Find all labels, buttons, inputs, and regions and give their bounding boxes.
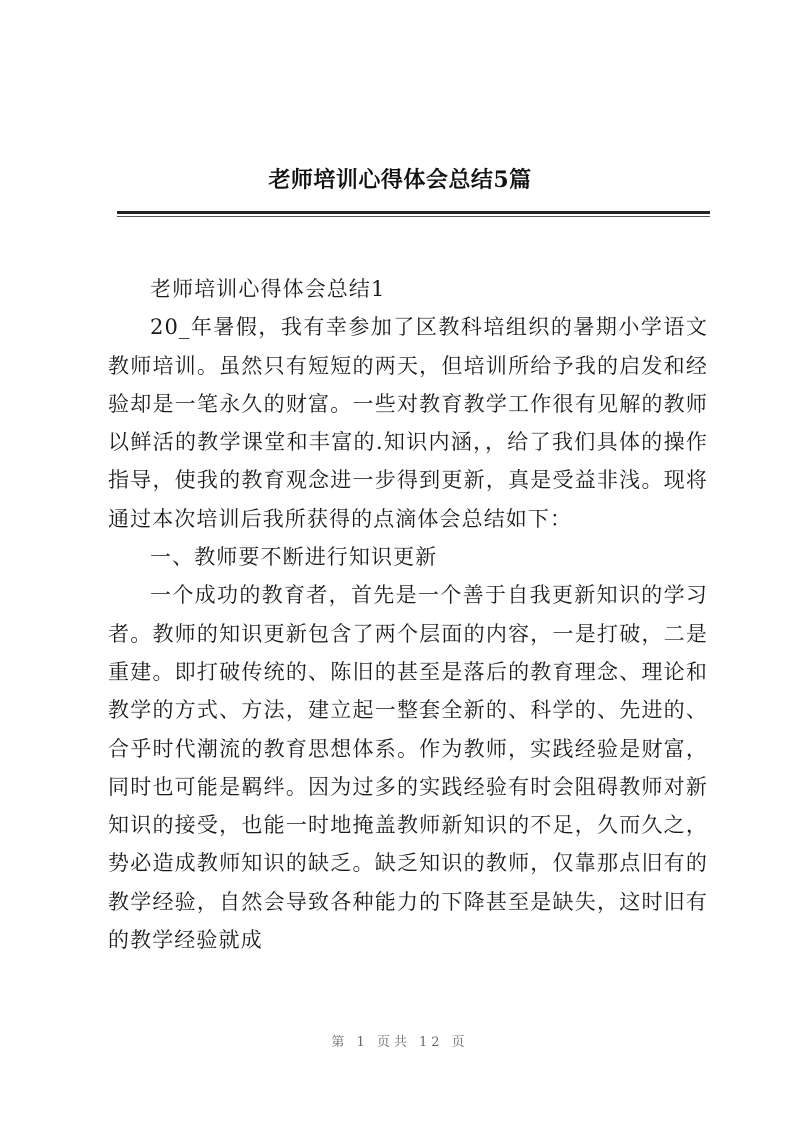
page-footer: 第 1 页共 12 页 bbox=[331, 1035, 469, 1050]
title-divider bbox=[117, 211, 710, 214]
document-body bbox=[108, 270, 708, 959]
paragraph-intro: 20_年暑假，我有幸参加了区教科培组织的暑期小学语文教师培训。虽然只有短短的两天，但培训所给予我的启发和经验却是一笔永久的财富。一些对教育教学工作很有见解的教师以鲜活的教学课堂和丰富的.知识内涵，，给了我们具体的操作指导，使我的教育观念进一步得到更新，真是受益非浅。现将通过本次培训后我所获得的点滴体会总结如下： bbox=[108, 315, 708, 531]
document-title: 老师培训心得体会总结5篇 bbox=[268, 167, 532, 193]
section-heading-1: 老师培训心得体会总结1 bbox=[150, 277, 386, 301]
subheading-knowledge-update: 一、教师要不断进行知识更新 bbox=[150, 545, 438, 570]
paragraph-knowledge-update: 一个成功的教育者，首先是一个善于自我更新知识的学习者。教师的知识更新包含了两个层面的内容，一是打破，二是重建。即打破传统的、陈旧的甚至是落后的教育理念、理论和教学的方式、方法，建立起一整套全新的、科学的、先进的、合乎时代潮流的教育思想体系。作为教师，实践经验是财富，同时也可能是羁绊。因为过多的实践经验有时会阻碍教师对新知识的接受，也能一时地掩盖教师新知识的不足，久而久之，势必造成教师知识的缺乏。缺乏知识的教师，仅靠那点旧有的教学经验，自然会导致各种能力的下降甚至是缺失，这时旧有的教学经验就成 bbox=[108, 583, 708, 953]
title-divider-thin bbox=[117, 216, 710, 217]
